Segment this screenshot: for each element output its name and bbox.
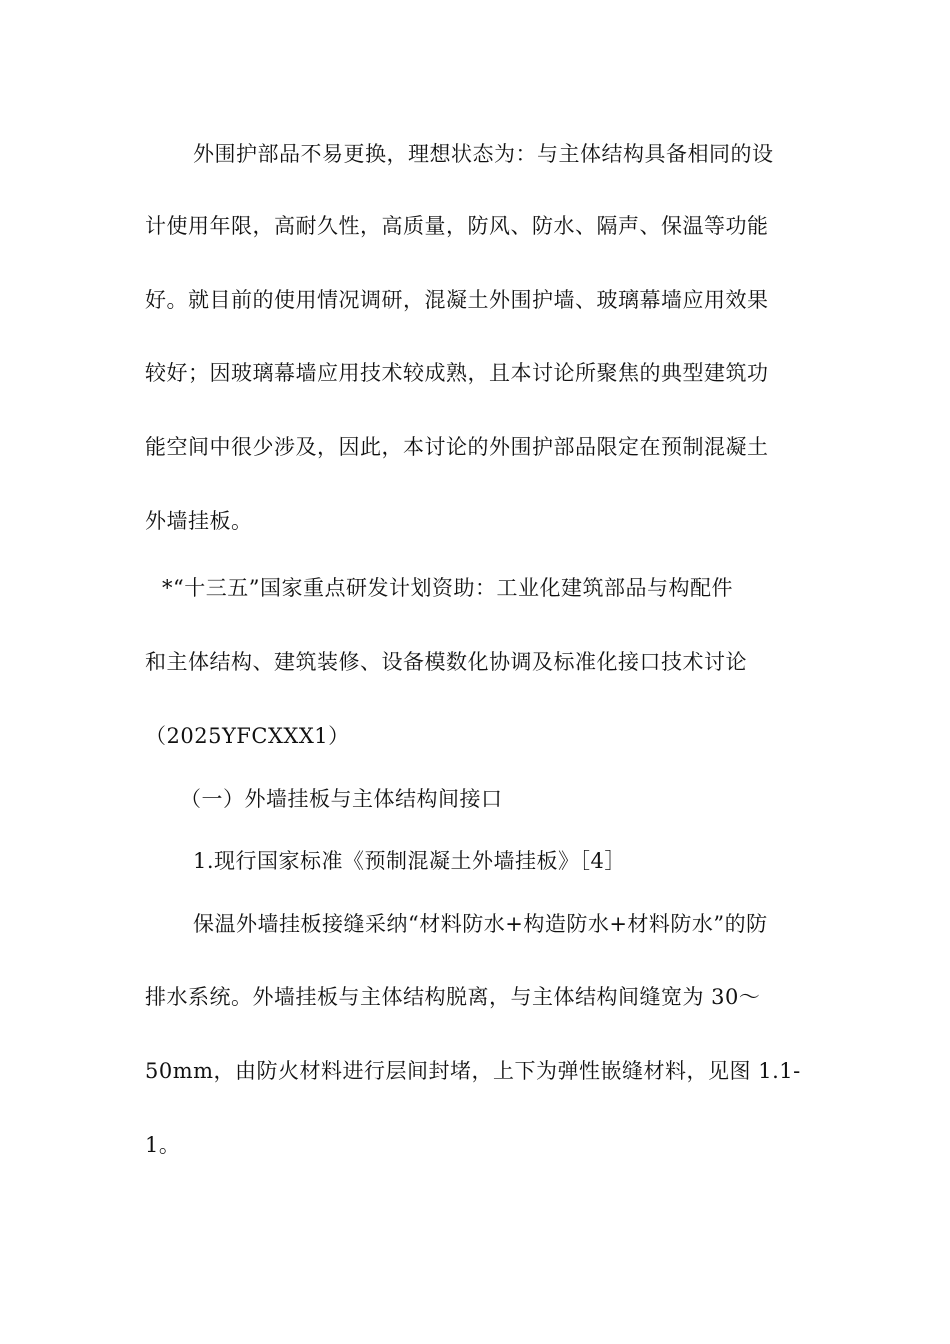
subsection-heading: 1.现行国家标准《预制混凝土外墙挂板》［4］ — [193, 849, 626, 873]
paragraph-2-line-4: 1。 — [145, 1133, 181, 1157]
paragraph-2-line-3: 50mm，由防火材料进行层间封堵，上下为弹性嵌缝材料，见图 1.1- — [145, 1059, 801, 1083]
paragraph-1-line-1: 外围护部品不易更换，理想状态为：与主体结构具备相同的设 — [193, 142, 774, 166]
paragraph-1-line-3: 好。就目前的使用情况调研，混凝土外围护墙、玻璃幕墙应用效果 — [145, 288, 769, 312]
paragraph-2-line-1: 保温外墙挂板接缝采纳“材料防水+构造防水+材料防水”的防 — [193, 912, 768, 936]
paragraph-1-line-4: 较好；因玻璃幕墙应用技术较成熟，且本讨论所聚焦的典型建筑功 — [145, 361, 769, 385]
footnote-line-3: （2025YFCXXX1） — [145, 724, 350, 748]
footnote-line-1: *“十三五”国家重点研发计划资助：工业化建筑部品与构配件 — [162, 576, 733, 600]
paragraph-1-line-6: 外墙挂板。 — [145, 509, 253, 533]
footnote-line-2: 和主体结构、建筑装修、设备模数化协调及标准化接口技术讨论 — [145, 650, 747, 674]
paragraph-1-line-5: 能空间中很少涉及，因此，本讨论的外围护部品限定在预制混凝土 — [145, 435, 769, 459]
paragraph-1-line-2: 计使用年限，高耐久性，高质量，防风、防水、隔声、保温等功能 — [145, 214, 769, 238]
paragraph-2-line-2: 排水系统。外墙挂板与主体结构脱离，与主体结构间缝宽为 30～ — [145, 985, 761, 1009]
section-heading: （一）外墙挂板与主体结构间接口 — [180, 787, 503, 811]
